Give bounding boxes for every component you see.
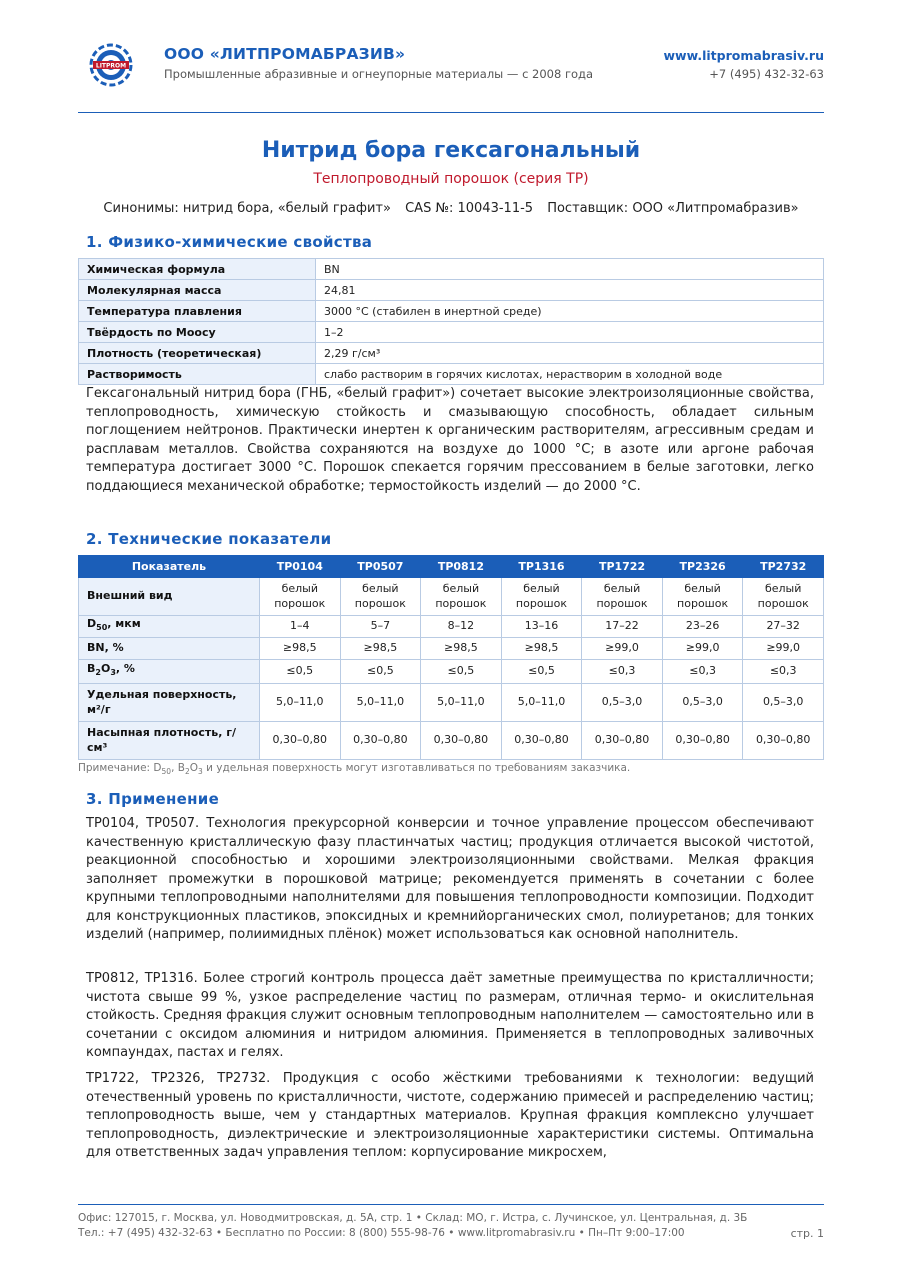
property-value: BN [316,259,824,280]
spec-value: ≥98,5 [260,638,341,660]
spec-value: белый порошок [662,578,743,616]
property-row [79,364,824,385]
property-name: Плотность (теоретическая) [79,343,316,364]
section-heading-technical: 2. Технические показатели [86,530,332,548]
column-header-grade: TP0812 [421,556,502,578]
property-name: Температура плавления [79,301,316,322]
property-row [79,301,824,322]
document-title: Нитрид бора гексагональный [261,138,641,163]
spec-value: 0,30–0,80 [340,722,421,760]
property-name: Химическая формула [79,259,316,280]
spec-label: Удельная поверхность, м²/г [79,684,260,722]
spec-value: ≤0,3 [582,660,663,684]
spec-label: BN, % [79,638,260,660]
property-name: Растворимость [79,364,316,385]
column-header-grade: TP1722 [582,556,663,578]
spec-value: ≥98,5 [421,638,502,660]
application-paragraph-3: TP1722, TP2326, TP2732. Продукция с особо жёсткими требованиями к технологии: ведущий отечественный уровень по кристалличности, чистоте, содержанию примесей и распределению частиц; теплопроводность выше, чем у стандартных материалов. Крупная фракция комплексно улучшает теплопроводность, диэлектрические и электроизоляционные характеристики системы. Оптимальна для ответственных задач управления теплом: корпусирование микросхем, [86,1071,814,1160]
spec-value: ≥99,0 [662,638,743,660]
spec-value: 17–22 [582,616,663,638]
application-paragraph-2: TP0812, TP1316. Более строгий контроль процесса даёт заметные преимущества по кристалличности; чистота свыше 99 %, узкое распределение частиц по размерам, отличная термо- и окислительная стойкость. Средняя фракция служит основным теплопроводным наполнителем — самостоятельно или в сочетании с оксидом алюминия и нитридом алюминия. Применяется в теплопроводных заливочных компаундах, пастах и гелях. [86,971,814,1060]
spec-value: ≤0,3 [743,660,824,684]
spec-value: 0,30–0,80 [501,722,582,760]
technical-table [78,555,824,760]
spec-label: $D_{50}$, мкм [79,616,260,638]
property-value: 1–2 [316,322,824,343]
page-number: стр. 1 [790,1227,824,1240]
spec-value: ≥99,0 [582,638,663,660]
spec-label: Насыпная плотность, г/см³ [79,722,260,760]
spec-value: белый порошок [501,578,582,616]
properties-table [78,258,824,385]
spec-value: 0,30–0,80 [260,722,341,760]
property-row [79,322,824,343]
property-value: слабо растворим в горячих кислотах, нерастворим в холодной воде [316,364,824,385]
property-row [79,343,824,364]
application-paragraph-1: TP0104, TP0507. Технология прекурсорной конверсии и точное управление процессом обеспечивают качественную кристаллическую фазу пластинчатых частиц; продукция отличается высокой чистотой, реакционной способностью и хорошими электроизоляционными свойствами. Мелкая фракция заполняет промежутки в порошковой матрице; рекомендуется применять в сочетании с более крупными теплопроводными наполнителями для повышения теплопроводности композиции. Подходит для конструкционных пластиков, эпоксидных и кремнийорганических смол, полиуретанов; для тонких изделий (например, полиимидных плёнок) может использоваться как основной наполнитель. [86,816,814,942]
spec-value: белый порошок [260,578,341,616]
spec-value: 0,5–3,0 [743,684,824,722]
property-row [79,259,824,280]
spec-value: ≤0,5 [421,660,502,684]
section-heading-application: 3. Применение [86,790,220,808]
spec-value: ≤0,3 [662,660,743,684]
spec-value: 0,30–0,80 [582,722,663,760]
spec-row [79,638,824,660]
spec-value: ≤0,5 [501,660,582,684]
spec-value: белый порошок [340,578,421,616]
spec-value: ≥98,5 [340,638,421,660]
spec-value: 5,0–11,0 [260,684,341,722]
spec-value: 0,30–0,80 [743,722,824,760]
spec-value: 1–4 [260,616,341,638]
section-heading-properties: 1. Физико-химические свойства [86,233,373,251]
spec-value: ≥98,5 [501,638,582,660]
property-value: 2,29 г/см³ [316,343,824,364]
property-name: Твёрдость по Моосу [79,322,316,343]
spec-value: 5,0–11,0 [340,684,421,722]
spec-value: 5,0–11,0 [421,684,502,722]
website-link[interactable]: www.litpromabrasiv.ru [663,48,824,63]
spec-value: 27–32 [743,616,824,638]
page-footer [78,1204,824,1240]
spec-value: 13–16 [501,616,582,638]
spec-value: белый порошок [421,578,502,616]
spec-row [79,578,824,616]
spec-value: 0,5–3,0 [662,684,743,722]
property-value: 3000 °C (стабилен в инертной среде) [316,301,824,322]
synonyms: Синонимы: нитрид бора, «белый графит» [103,201,391,216]
spec-value: 0,5–3,0 [582,684,663,722]
spec-value: ≤0,5 [260,660,341,684]
svg-text:LITPROM: LITPROM [95,62,127,70]
spec-value: 0,30–0,80 [421,722,502,760]
spec-value: 8–12 [421,616,502,638]
spec-row [79,684,824,722]
spec-value: 5–7 [340,616,421,638]
supplier: Поставщик: ООО «Литпромабразив» [547,201,799,216]
header-phone: +7 (495) 432-32-63 [709,67,824,81]
cas-number: CAS №: 10043-11-5 [405,201,534,216]
property-name: Молекулярная масса [79,280,316,301]
letterhead [78,40,824,113]
column-header-grade: TP2326 [662,556,743,578]
spec-value: 5,0–11,0 [501,684,582,722]
table-note: Примечание: $D_{50}$, $B_2O_3$ и удельная поверхность могут изготавливаться по требованиям заказчика. [78,762,631,777]
spec-value: 23–26 [662,616,743,638]
spec-value: ≤0,5 [340,660,421,684]
spec-value: белый порошок [582,578,663,616]
spec-row [79,722,824,760]
company-tagline: Промышленные абразивные и огнеупорные материалы — с 2008 года [164,67,594,81]
spec-label: Внешний вид [79,578,260,616]
property-value: 24,81 [316,280,824,301]
column-header-parameter: Показатель [79,556,260,578]
spec-value: белый порошок [743,578,824,616]
spec-value: ≥99,0 [743,638,824,660]
property-row [79,280,824,301]
synonyms-line [78,201,824,216]
spec-row [79,660,824,684]
spec-row [79,616,824,638]
company-name: ООО «ЛИТПРОМАБРАЗИВ» [164,45,406,63]
company-logo-icon [88,42,134,88]
document-subtitle: Теплопроводный порошок (серия TP) [313,171,589,187]
spec-label: $B_2O_3$, % [79,660,260,684]
column-header-grade: TP0507 [340,556,421,578]
spec-value: 0,30–0,80 [662,722,743,760]
column-header-grade: TP2732 [743,556,824,578]
footer-addresses: Офис: 127015, г. Москва, ул. Новодмитровская, д. 5А, стр. 1 • Склад: МО, г. Истра, с. Лучинское, ул. Центральная, д. 3Б [78,1212,748,1224]
properties-paragraph: Гексагональный нитрид бора (ГНБ, «белый графит») сочетает высокие электроизоляционные свойства, теплопроводность, химическую стойкость и смазывающую способность, обладает сильным поглощением нейтронов. Практически инертен к органическим растворителям, агрессивным средам и расплавам металлов. Свойства сохраняются на воздухе до 1000 °C; в азоте или аргоне рабочая температура достигает 3000 °C. Порошок спекается горячим прессованием в белые заготовки, легко поддающиеся механической обработке; термостойкость изделий — до 2000 °C. [86,386,814,494]
column-header-grade: TP0104 [260,556,341,578]
column-header-grade: TP1316 [501,556,582,578]
footer-contacts: Тел.: +7 (495) 432-32-63 • Бесплатно по России: 8 (800) 555-98-76 • www.litpromabrasiv.ru • Пн–Пт 9:00–17:00 [78,1227,685,1239]
